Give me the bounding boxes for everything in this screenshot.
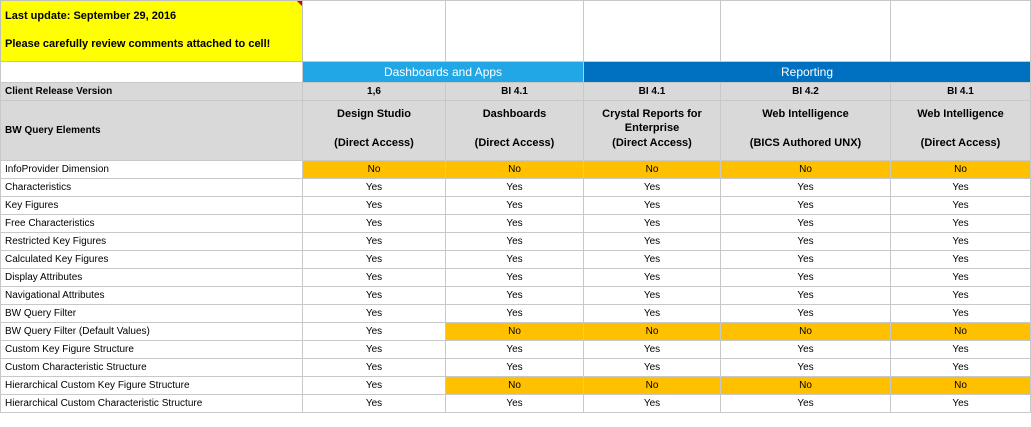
table-row: [1, 179, 1031, 197]
support-cell[interactable]: Yes: [446, 287, 584, 305]
support-cell[interactable]: Yes: [446, 233, 584, 251]
support-cell[interactable]: Yes: [721, 305, 891, 323]
support-cell[interactable]: Yes: [303, 359, 446, 377]
product-name: Web Intelligence: [762, 108, 849, 120]
support-cell[interactable]: Yes: [891, 287, 1031, 305]
support-cell[interactable]: Yes: [721, 395, 891, 413]
product-cell[interactable]: [446, 101, 584, 161]
release-version-cell[interactable]: BI 4.2: [721, 83, 891, 101]
row-label[interactable]: Custom Characteristic Structure: [1, 359, 303, 377]
client-release-row: [1, 83, 1031, 101]
bw-query-elements-label[interactable]: BW Query Elements: [1, 101, 303, 161]
support-cell[interactable]: No: [584, 377, 721, 395]
support-cell[interactable]: Yes: [303, 305, 446, 323]
support-cell[interactable]: Yes: [891, 341, 1031, 359]
row-label[interactable]: BW Query Filter (Default Values): [1, 323, 303, 341]
row-label[interactable]: InfoProvider Dimension: [1, 161, 303, 179]
product-name: Design Studio: [337, 108, 411, 120]
support-cell[interactable]: No: [303, 161, 446, 179]
empty-cell[interactable]: [303, 1, 446, 62]
support-cell[interactable]: No: [446, 377, 584, 395]
access-type: (BICS Authored UNX): [749, 137, 862, 149]
release-version-cell[interactable]: BI 4.1: [446, 83, 584, 101]
empty-cell[interactable]: [446, 1, 584, 62]
support-cell[interactable]: Yes: [584, 359, 721, 377]
product-cell[interactable]: [891, 101, 1031, 161]
support-cell[interactable]: Yes: [584, 395, 721, 413]
empty-cell[interactable]: [584, 1, 721, 62]
row-label[interactable]: Hierarchical Custom Key Figure Structure: [1, 377, 303, 395]
row-label[interactable]: Restricted Key Figures: [1, 233, 303, 251]
support-cell[interactable]: Yes: [446, 179, 584, 197]
support-cell[interactable]: Yes: [584, 287, 721, 305]
support-cell[interactable]: Yes: [891, 305, 1031, 323]
support-cell[interactable]: No: [891, 323, 1031, 341]
support-cell[interactable]: Yes: [584, 341, 721, 359]
row-label[interactable]: BW Query Filter: [1, 305, 303, 323]
release-version-cell[interactable]: BI 4.1: [584, 83, 721, 101]
product-cell[interactable]: [584, 101, 721, 161]
support-cell[interactable]: Yes: [446, 341, 584, 359]
support-cell[interactable]: Yes: [721, 341, 891, 359]
support-cell[interactable]: Yes: [584, 197, 721, 215]
access-type: (Direct Access): [334, 137, 414, 149]
table-row: [1, 287, 1031, 305]
table-row: [1, 251, 1031, 269]
support-cell[interactable]: No: [721, 323, 891, 341]
access-type: (Direct Access): [920, 137, 1001, 149]
support-cell[interactable]: No: [584, 161, 721, 179]
table-row: [1, 161, 1031, 179]
support-cell[interactable]: Yes: [891, 179, 1031, 197]
support-cell[interactable]: Yes: [303, 197, 446, 215]
support-cell[interactable]: Yes: [446, 269, 584, 287]
support-cell[interactable]: Yes: [303, 269, 446, 287]
support-cell[interactable]: Yes: [891, 215, 1031, 233]
row-label[interactable]: Hierarchical Custom Characteristic Structure: [1, 395, 303, 413]
support-cell[interactable]: Yes: [891, 251, 1031, 269]
support-cell[interactable]: Yes: [891, 395, 1031, 413]
support-cell[interactable]: Yes: [891, 269, 1031, 287]
empty-cell[interactable]: [721, 1, 891, 62]
support-cell[interactable]: Yes: [721, 233, 891, 251]
table-row: [1, 233, 1031, 251]
support-cell[interactable]: Yes: [584, 233, 721, 251]
row-label[interactable]: Custom Key Figure Structure: [1, 341, 303, 359]
support-cell[interactable]: No: [721, 377, 891, 395]
support-cell[interactable]: Yes: [584, 305, 721, 323]
support-cell[interactable]: Yes: [721, 215, 891, 233]
row-label[interactable]: Characteristics: [1, 179, 303, 197]
info-row: [1, 1, 1031, 62]
support-cell[interactable]: Yes: [303, 251, 446, 269]
table-row: [1, 197, 1031, 215]
support-cell[interactable]: Yes: [584, 215, 721, 233]
support-cell[interactable]: No: [584, 323, 721, 341]
row-label[interactable]: Navigational Attributes: [1, 287, 303, 305]
table-row: [1, 305, 1031, 323]
product-name: Dashboards: [482, 108, 547, 120]
support-cell[interactable]: Yes: [446, 359, 584, 377]
support-cell[interactable]: Yes: [446, 197, 584, 215]
support-cell[interactable]: Yes: [446, 305, 584, 323]
table-row: [1, 377, 1031, 395]
support-cell[interactable]: Yes: [721, 287, 891, 305]
support-cell[interactable]: Yes: [303, 395, 446, 413]
support-cell[interactable]: Yes: [721, 197, 891, 215]
support-cell[interactable]: Yes: [303, 233, 446, 251]
support-cell[interactable]: Yes: [303, 341, 446, 359]
support-cell[interactable]: Yes: [721, 269, 891, 287]
support-cell[interactable]: Yes: [721, 251, 891, 269]
table-row: [1, 215, 1031, 233]
support-cell[interactable]: Yes: [584, 269, 721, 287]
product-row: [1, 101, 1031, 161]
row-label[interactable]: Calculated Key Figures: [1, 251, 303, 269]
support-cell[interactable]: Yes: [721, 179, 891, 197]
row-label[interactable]: Key Figures: [1, 197, 303, 215]
info-cell[interactable]: [1, 1, 303, 62]
support-cell[interactable]: Yes: [446, 251, 584, 269]
support-cell[interactable]: Yes: [446, 395, 584, 413]
support-cell[interactable]: No: [446, 323, 584, 341]
release-version-cell[interactable]: 1,6: [303, 83, 446, 101]
support-cell[interactable]: Yes: [303, 179, 446, 197]
support-cell[interactable]: Yes: [891, 197, 1031, 215]
client-release-label[interactable]: Client Release Version: [1, 83, 303, 101]
product-cell[interactable]: [303, 101, 446, 161]
product-name: Crystal Reports for Enterprise: [602, 108, 702, 134]
table-row: [1, 269, 1031, 287]
support-cell[interactable]: Yes: [303, 323, 446, 341]
table-row: [1, 395, 1031, 413]
release-version-cell[interactable]: BI 4.1: [891, 83, 1031, 101]
support-cell[interactable]: Yes: [303, 215, 446, 233]
group-reporting[interactable]: Reporting: [584, 62, 1031, 83]
table-row: [1, 359, 1031, 377]
support-cell[interactable]: Yes: [721, 359, 891, 377]
support-cell[interactable]: Yes: [891, 233, 1031, 251]
support-cell[interactable]: Yes: [303, 377, 446, 395]
product-name: Web Intelligence: [917, 108, 1004, 120]
row-label[interactable]: Free Characteristics: [1, 215, 303, 233]
data-rows: [1, 161, 1031, 413]
access-type: (Direct Access): [612, 137, 692, 149]
access-type: (Direct Access): [474, 137, 555, 149]
support-cell[interactable]: No: [446, 161, 584, 179]
product-cell[interactable]: [721, 101, 891, 161]
support-cell[interactable]: No: [891, 161, 1031, 179]
support-cell[interactable]: Yes: [891, 359, 1031, 377]
table-row: [1, 341, 1031, 359]
row-label[interactable]: Display Attributes: [1, 269, 303, 287]
review-note-text: Please carefully review comments attached to cell!: [5, 38, 271, 50]
support-cell[interactable]: Yes: [303, 287, 446, 305]
support-cell[interactable]: Yes: [584, 251, 721, 269]
empty-cell[interactable]: [891, 1, 1031, 62]
group-dashboards-and-apps[interactable]: Dashboards and Apps: [303, 62, 584, 83]
support-cell[interactable]: Yes: [584, 179, 721, 197]
last-update-text: Last update: September 29, 2016: [5, 10, 177, 22]
group-header-row: [1, 62, 1031, 83]
table-row: [1, 323, 1031, 341]
support-cell[interactable]: No: [891, 377, 1031, 395]
support-cell[interactable]: No: [721, 161, 891, 179]
empty-cell[interactable]: [1, 62, 303, 83]
support-cell[interactable]: Yes: [446, 215, 584, 233]
